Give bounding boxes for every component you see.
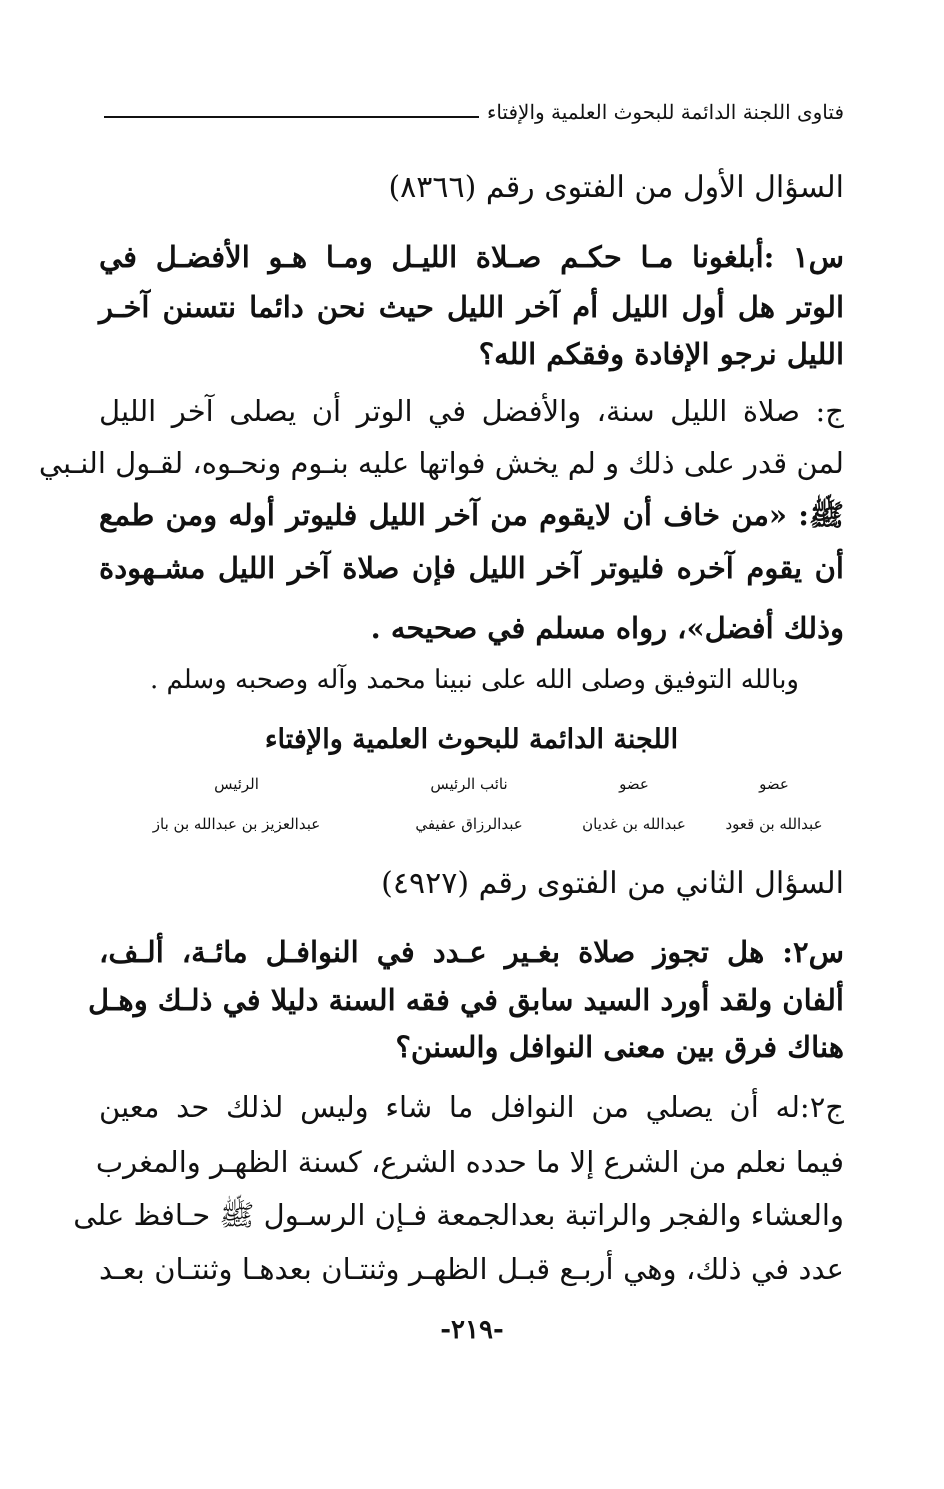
answer1-line-1: ج: صلاة الليل سنة، والأفضل في الوتر أن يصلى آخر الليل [99,394,844,428]
header-rule [104,116,479,118]
answer1-line-2: لمن قدر على ذلك و لم يخش فواتها عليه بنـوم ونحـوه، لقـول النـبي [38,446,844,480]
answer1-line-4: أن يقوم آخره فليوتر آخر الليل فإن صلاة آخر الليل مشـهودة [99,551,844,585]
question1-line-2: الوتر هل أول الليل أم آخر الليل حيث نحن دائما نتسنن آخـر [99,290,844,324]
running-header [104,100,844,124]
question2-line-1: س٢: هل تجوز صلاة بغـير عـدد في النوافـل مائـة، ألـف، [99,935,844,969]
page-number: -٢١٩- [440,1315,504,1345]
answer2-line-3: والعشاء والفجر والراتبة بعدالجمعة فـإن الرسـول ﷺ حـافظ على [73,1198,844,1232]
question2-line-2: ألفان ولقد أورد السيد سابق في فقه السنة دليلا في ذلـك وهـل [87,983,844,1017]
question1-heading: السؤال الأول من الفتوى رقم (٨٣٦٦) [388,170,844,205]
committee-name: اللجنة الدائمة للبحوث العلمية والإفتاء [264,724,679,755]
header-title: فتاوى اللجنة الدائمة للبحوث العلمية والإفتاء [486,100,844,124]
signatory-name-2: عبدالله بن غديان [582,815,686,833]
answer2-line-2: فيما نعلم من الشرع إلا ما حدده الشرع، كسنة الظهـر والمغرب [95,1145,844,1179]
signatory-name-4: عبدالعزيز بن عبدالله بن باز [152,815,321,833]
signatory-name-1: عبدالله بن قعود [725,815,823,833]
question1-line-3: الليل نرجو الإفادة وفقكم الله؟ [478,337,844,371]
question2-line-3: هناك فرق بين معنى النوافل والسنن؟ [395,1030,844,1064]
signatory-name-3: عبدالرزاق عفيفي [415,815,523,833]
signatory-names [99,815,844,833]
signatory-role-4: الرئيس [214,775,259,793]
answer2-line-1: ج٢:له أن يصلي من النوافل ما شاء وليس لذلك حد معين [99,1090,844,1124]
signatory-role-3: نائب الرئيس [430,775,508,793]
signatory-role-1: عضو [759,775,789,793]
question2-heading: السؤال الثاني من الفتوى رقم (٤٩٢٧) [381,866,844,901]
closing-salutation: وبالله التوفيق وصلى الله على نبينا محمد وآله وصحبه وسلم . [149,665,799,695]
answer1-line-5: وذلك أفضل»، رواه مسلم في صحيحه . [370,611,844,645]
signatory-role-2: عضو [619,775,649,793]
signatory-roles [99,775,844,793]
question1-line-1: س١ :أبلغونا مـا حكـم صـلاة الليـل ومـا هـو الأفضـل في [99,240,844,274]
answer2-line-4: عدد في ذلك، وهي أربـع قبـل الظهـر وثنتـان بعدهـا وثنتـان بعـد [99,1252,844,1286]
answer1-line-3: ﷺ: «من خاف أن لايقوم من آخر الليل فليوتر أوله ومن طمع [99,498,844,532]
